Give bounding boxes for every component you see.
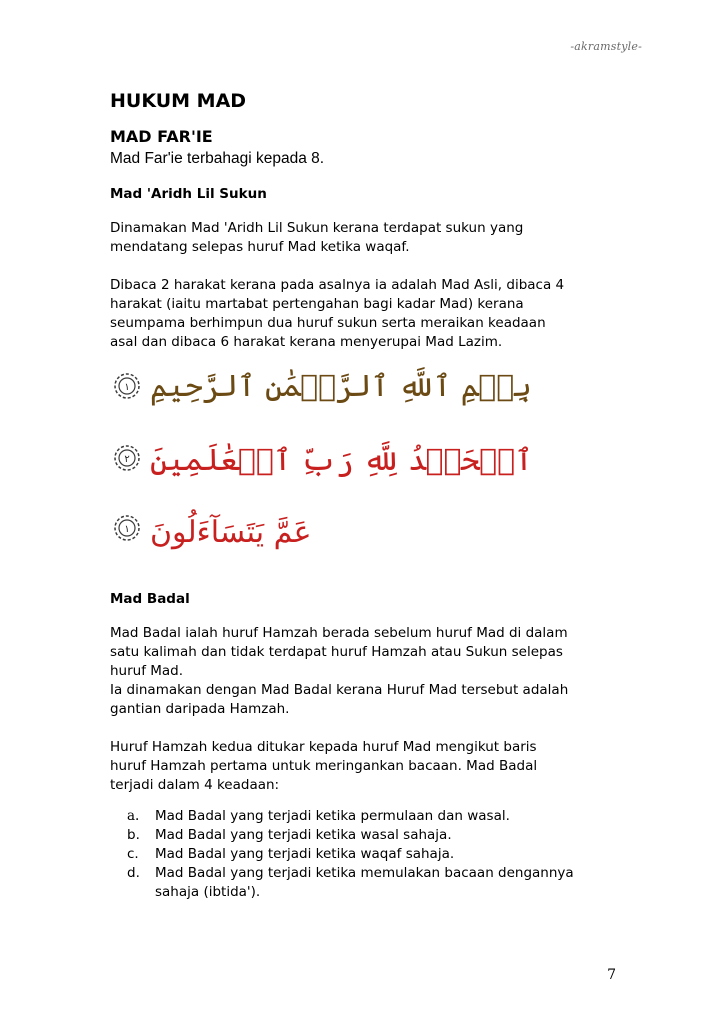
text-line: Dinamakan Mad 'Aridh Lil Sukun kerana terdapat sukun yang: [110, 220, 524, 237]
subheading-mad-aridh: Mad 'Aridh Lil Sukun: [110, 185, 267, 202]
text-line: gantian daripada Hamzah.: [110, 701, 290, 718]
verse-text: بِسۡمِ ٱللَّهِ ٱلرَّحۡمَٰنِ ٱلرَّحِيمِ: [150, 369, 532, 405]
mad-aridh-paragraph-2: [110, 276, 620, 352]
text-line: huruf Hamzah pertama untuk meringankan bacaan. Mad Badal: [110, 758, 538, 775]
mad-badal-paragraph-1: [110, 624, 620, 719]
text-line: mendatang selepas huruf Mad ketika waqaf.: [110, 239, 410, 256]
list-item: [127, 864, 620, 902]
text-line: Mad Badal ialah huruf Hamzah berada sebelum huruf Mad di dalam: [110, 625, 568, 642]
list-item-text: Mad Badal yang terjadi ketika permulaan dan wasal.: [155, 808, 510, 825]
verse-example: [110, 369, 532, 421]
mad-badal-cases-list: [110, 807, 620, 902]
verse-example: [110, 513, 410, 563]
ayah-marker-icon: [112, 371, 142, 401]
list-marker: a.: [127, 808, 140, 825]
brand-watermark: -akramstyle-: [570, 40, 642, 53]
ayah-number: ٢: [124, 454, 130, 466]
text-line: harakat (iaitu martabat pertengahan bagi kadar Mad) kerana: [110, 296, 524, 313]
section-intro: Mad Far'ie terbahagi kepada 8.: [110, 149, 325, 167]
list-item-text: Mad Badal yang terjadi ketika wasal sahaja.: [155, 827, 452, 844]
list-item: [127, 807, 620, 826]
list-marker: d.: [127, 865, 140, 882]
verse-example: [110, 443, 533, 493]
text-line: asal dan dibaca 6 harakat kerana menyerupai Mad Lazim.: [110, 334, 503, 351]
ayah-marker-icon: [112, 443, 142, 473]
text-line: Huruf Hamzah kedua ditukar kepada huruf Mad mengikut baris: [110, 739, 537, 756]
ayah-number: ١: [124, 524, 130, 536]
list-item-text: Mad Badal yang terjadi ketika waqaf sahaja.: [155, 846, 455, 863]
mad-aridh-paragraph-1: [110, 219, 620, 257]
text-line: Dibaca 2 harakat kerana pada asalnya ia adalah Mad Asli, dibaca 4: [110, 277, 565, 294]
list-marker: b.: [127, 827, 140, 844]
list-item: [127, 826, 620, 845]
subheading-mad-badal: Mad Badal: [110, 591, 190, 608]
mad-badal-paragraph-2: [110, 738, 620, 795]
text-line: huruf Mad.: [110, 663, 184, 680]
section-heading: MAD FAR'IE: [110, 126, 213, 146]
list-marker: c.: [127, 846, 139, 863]
page-title: HUKUM MAD: [110, 90, 247, 112]
text-line: seumpama berhimpun dua huruf sukun serta meraikan keadaan: [110, 315, 546, 332]
verse-text: ٱلۡحَمۡدُ لِلَّهِ رَبِّ ٱلۡعَٰلَمِينَ: [150, 443, 533, 479]
verse-text: عَمَّ يَتَسَآءَلُونَ: [150, 515, 312, 551]
page-number: 7: [607, 967, 616, 983]
ayah-number: ١: [124, 382, 130, 394]
text-line: terjadi dalam 4 keadaan:: [110, 777, 280, 794]
page-content: [110, 90, 620, 902]
list-item: [127, 845, 620, 864]
text-line: Ia dinamakan dengan Mad Badal kerana Huruf Mad tersebut adalah: [110, 682, 569, 699]
quran-verse-examples: [110, 371, 620, 571]
text-line: satu kalimah dan tidak terdapat huruf Hamzah atau Sukun selepas: [110, 644, 563, 661]
list-item-text: Mad Badal yang terjadi ketika memulakan bacaan dengannya: [155, 865, 574, 882]
ayah-marker-icon: [112, 513, 142, 543]
list-item-text: sahaja (ibtida').: [155, 884, 261, 901]
